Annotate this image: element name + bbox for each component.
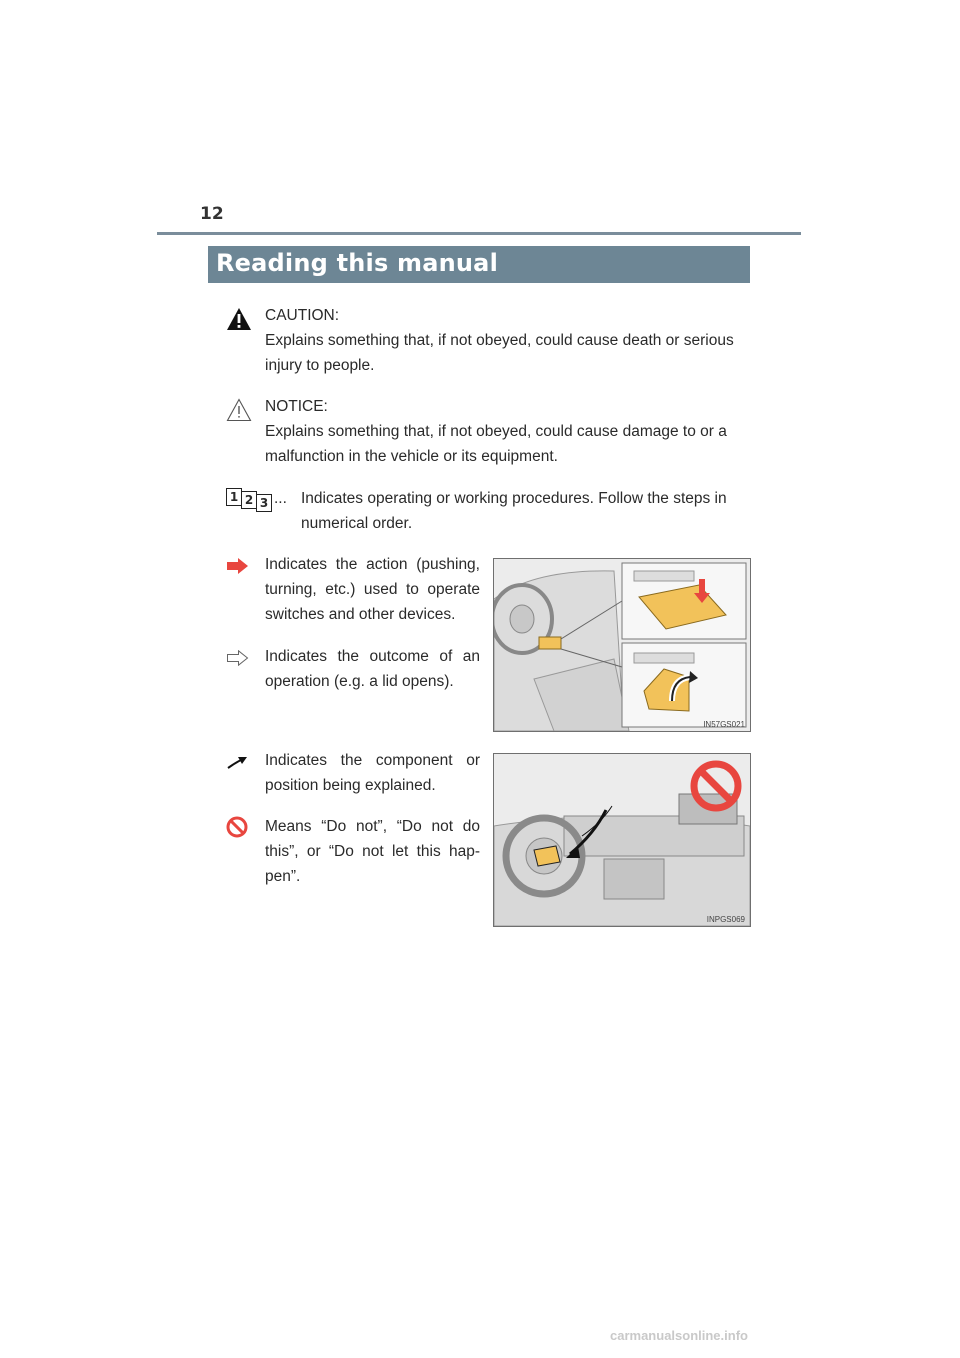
steps-text: Indicates operating or working procedures. Follow the steps in numerical order. bbox=[301, 490, 727, 532]
no-symbol-icon bbox=[226, 816, 248, 838]
page-number: 12 bbox=[200, 204, 224, 224]
outline-arrow-icon bbox=[227, 650, 249, 666]
component-text: Indicates the component or position being explained. bbox=[265, 752, 480, 794]
figure-code: INPGS069 bbox=[706, 915, 745, 924]
step-number-2: 2 bbox=[241, 491, 257, 509]
figure-dashboard bbox=[493, 753, 751, 927]
step-number-3: 3 bbox=[256, 494, 272, 512]
console-illustration bbox=[494, 559, 750, 731]
figure-code: IN57GS021 bbox=[703, 720, 745, 729]
watermark: carmanualsonline.info bbox=[610, 1328, 748, 1343]
caution-text: Explains something that, if not obeyed, could cause death or serious injury to people. bbox=[265, 332, 734, 374]
section-header bbox=[208, 246, 750, 283]
outcome-text: Indicates the outcome of an operation (e.g. a lid opens). bbox=[265, 648, 480, 690]
steps-ellipsis: ... bbox=[274, 490, 287, 507]
figure-console-lid bbox=[493, 558, 751, 732]
dashboard-illustration bbox=[494, 754, 750, 926]
notice-text: Explains something that, if not obeyed, could cause damage to or a malfunction in the vehicle or its equipment. bbox=[265, 423, 727, 465]
step-numbers-icon bbox=[226, 488, 276, 512]
notice-triangle-icon bbox=[226, 398, 252, 422]
caution-heading: CAUTION: bbox=[265, 307, 340, 324]
solid-arrow-icon bbox=[227, 558, 249, 574]
step-number-1: 1 bbox=[226, 488, 242, 506]
section-title: Reading this manual bbox=[216, 249, 499, 277]
notice-heading: NOTICE: bbox=[265, 398, 328, 415]
header-rule bbox=[157, 232, 801, 235]
prohibition-text: Means “Do not”, “Do not do this”, or “Do not let this hap-pen”. bbox=[265, 818, 480, 885]
action-text: Indicates the action (pushing, turning, etc.) used to operate switches and other devices. bbox=[265, 556, 480, 623]
pointer-arrow-icon bbox=[227, 754, 249, 770]
caution-triangle-icon bbox=[226, 307, 252, 331]
